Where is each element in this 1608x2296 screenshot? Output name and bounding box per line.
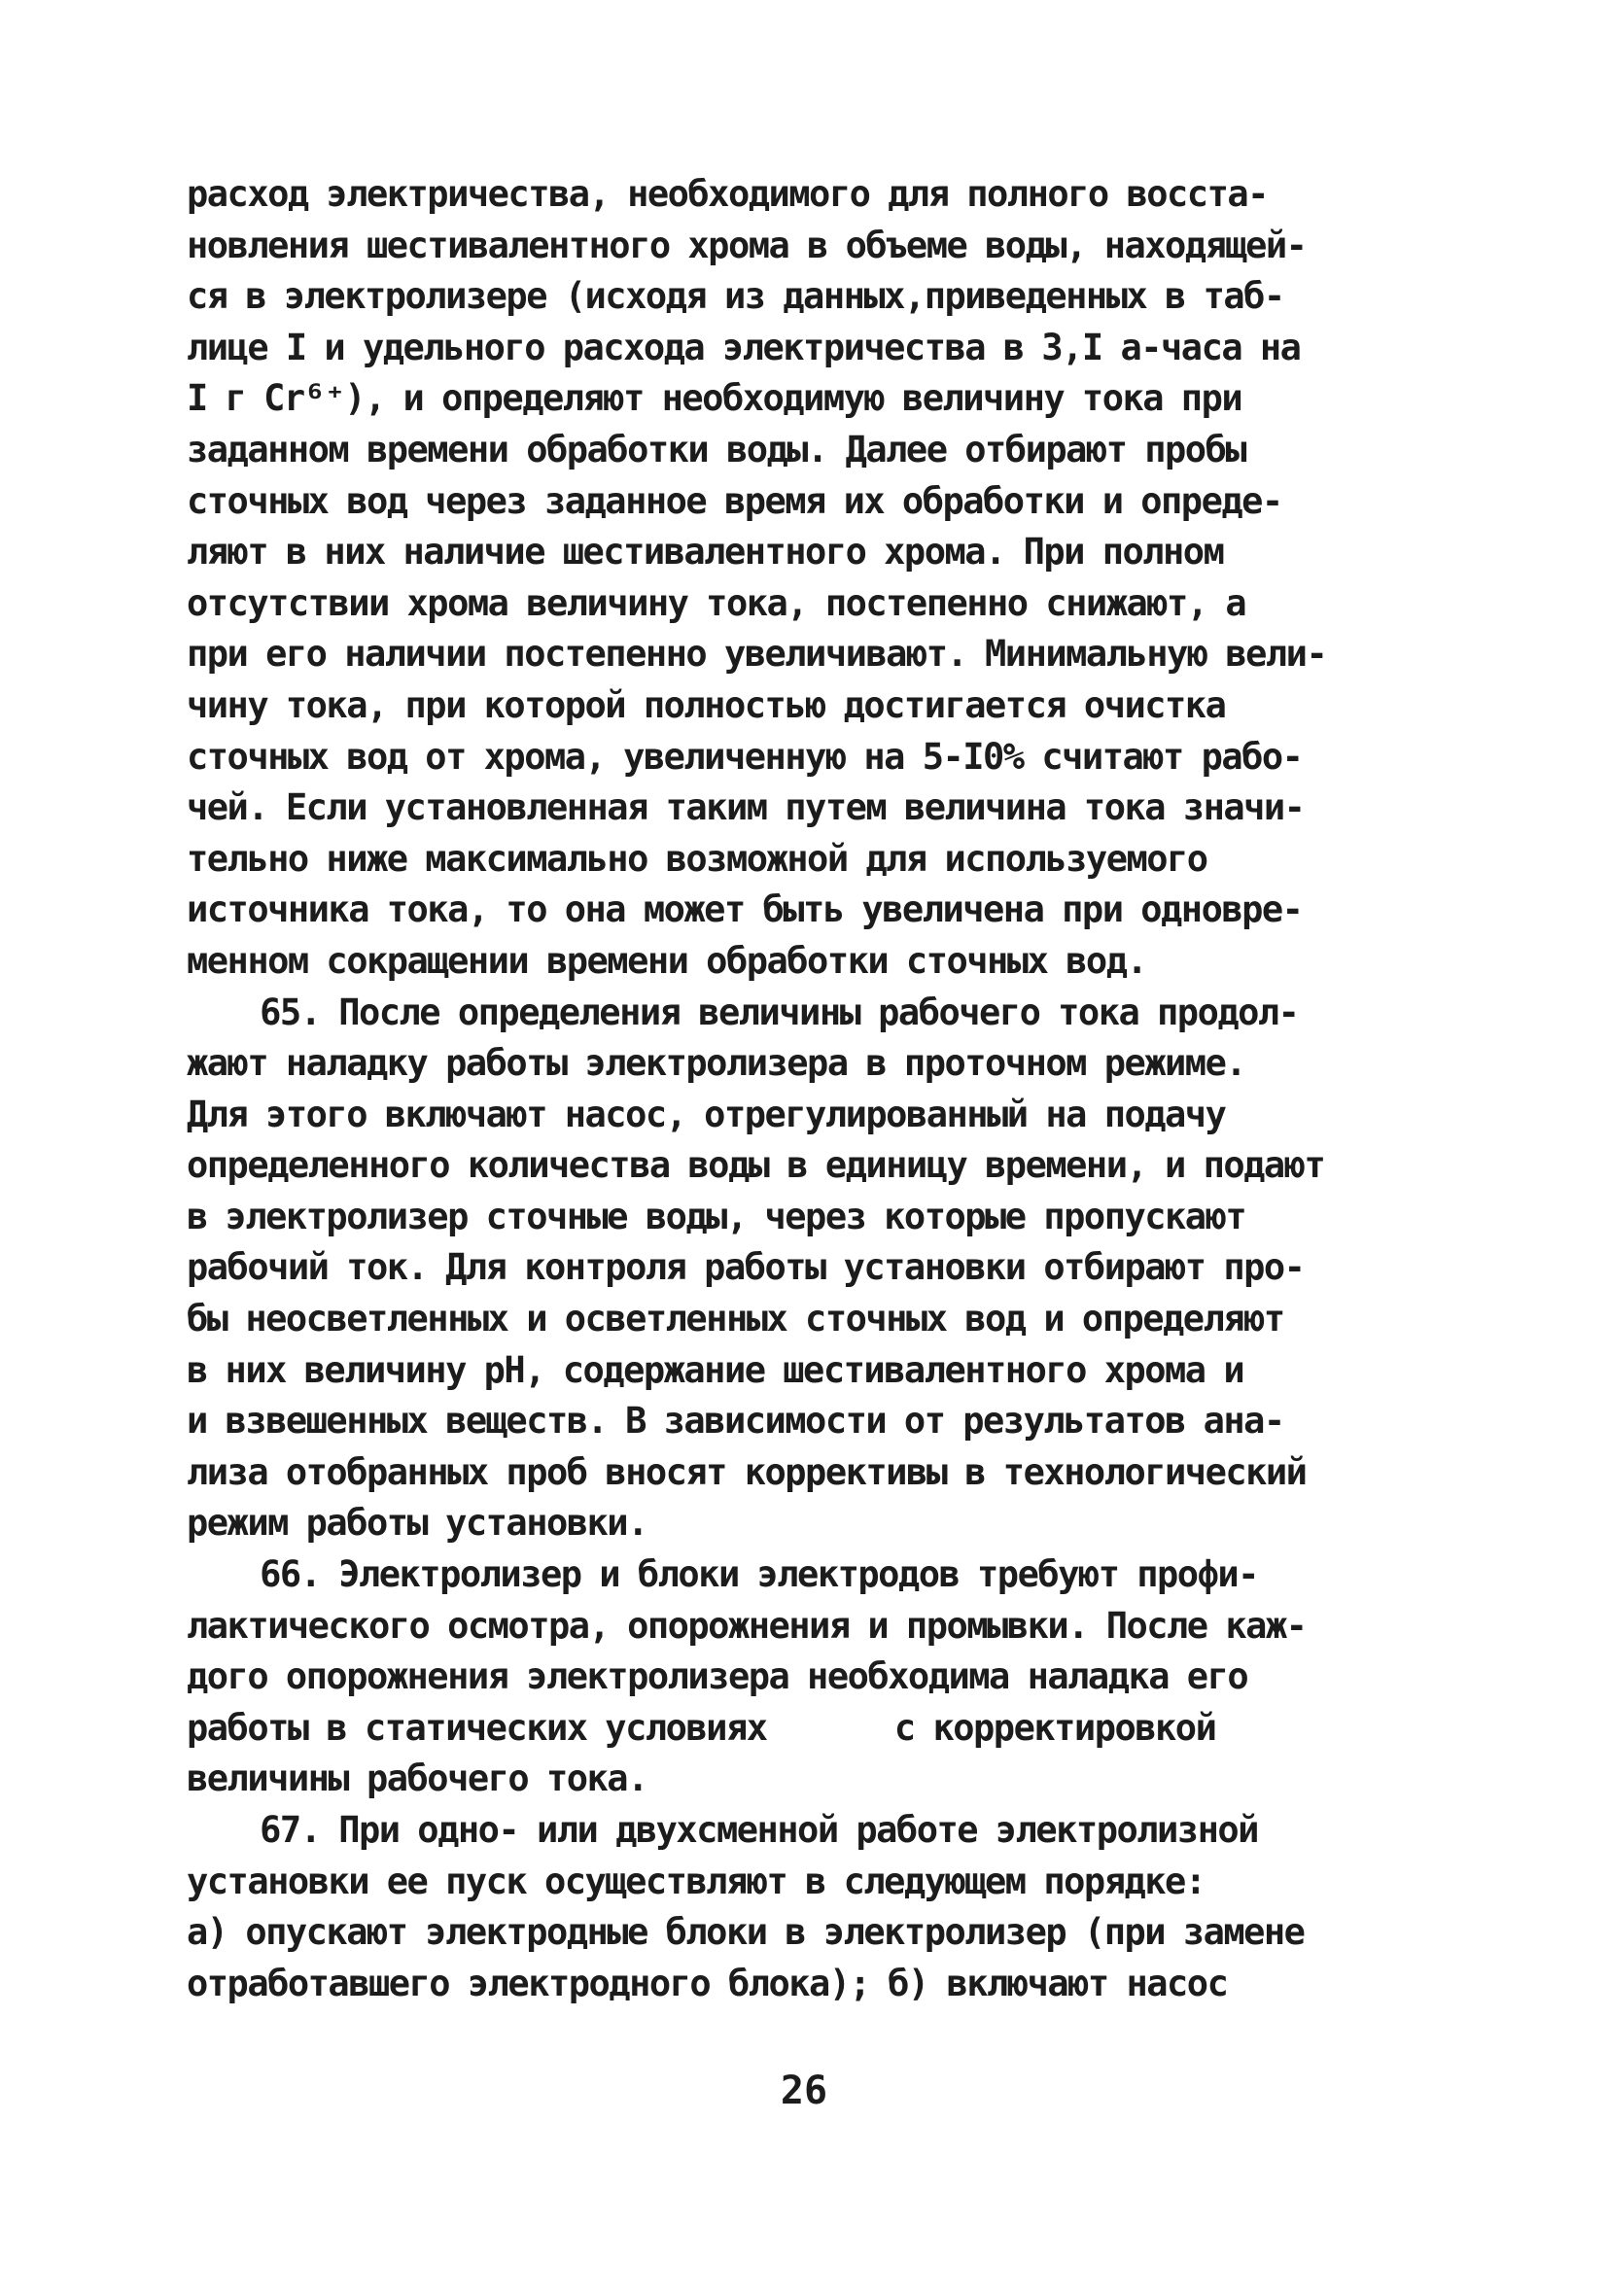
text-line: чей. Если установленная таким путем величина тока значи- — [187, 786, 1305, 829]
text-line: лице I и удельного расхода электричества в 3,I а-часа на — [187, 326, 1301, 368]
text-line: отсутствии хрома величину тока, постепенно снижают, а — [187, 581, 1246, 624]
text-line: определенного количества воды в единицу времени, и подают — [187, 1144, 1325, 1187]
text-line: чину тока, при которой полностью достигается очистка — [187, 683, 1226, 726]
text-line: рабочий ток. Для контроля работы установки отбирают про- — [187, 1246, 1305, 1289]
text-line: новления шестивалентного хрома в объеме воды, находящей- — [187, 224, 1307, 266]
text-line: 65. После определения величины рабочего тока продол- — [187, 991, 1299, 1033]
text-line: отработавшего электродного блока); б) включают насос — [187, 1962, 1228, 2004]
body-text — [187, 169, 1421, 2009]
text-line: при его наличии постепенно увеличивают. Минимальную вели- — [187, 633, 1327, 676]
text-line: сточных вод через заданное время их обработки и опреде- — [187, 479, 1282, 522]
text-line: дого опорожнения электролизера необходима наладка его — [187, 1655, 1248, 1698]
text-line: в электролизер сточные воды, через которые пропускают — [187, 1195, 1246, 1237]
text-line: ся в электролизере (исходя из данных,приведенных в таб- — [187, 275, 1284, 318]
text-line: в них величину pH, содержание шестивалентного хрома и — [187, 1348, 1244, 1391]
text-line: величины рабочего тока. — [187, 1757, 647, 1800]
text-line: 66. Электролизер и блоки электродов требуют профи- — [187, 1553, 1258, 1596]
text-line: работы в статических условиях с корректировкой — [187, 1706, 1216, 1749]
text-line: лиза отобранных проб вносят коррективы в технологический — [187, 1450, 1307, 1493]
text-line: ляют в них наличие шестивалентного хрома. При полном — [187, 531, 1224, 574]
text-line: и взвешенных веществ. В зависимости от результатов ана- — [187, 1400, 1284, 1443]
text-line: Для этого включают насос, отрегулированный на подачу — [187, 1093, 1226, 1135]
text-line: лактического осмотра, опорожнения и промывки. После каж- — [187, 1604, 1307, 1647]
text-line: режим работы установки. — [187, 1502, 647, 1545]
text-line: I г Cr⁶⁺), и определяют необходимую величину тока при — [187, 377, 1242, 420]
text-line: источника тока, то она может быть увеличена при одновре- — [187, 888, 1303, 931]
text-line: установки ее пуск осуществляют в следующем порядке: — [187, 1860, 1206, 1902]
text-line: тельно ниже максимально возможной для используемого — [187, 837, 1207, 880]
text-line: расход электричества, необходимого для полного восста- — [187, 173, 1268, 215]
text-line: жают наладку работы электролизера в проточном режиме. — [187, 1042, 1246, 1085]
text-line: заданном времени обработки воды. Далее отбирают пробы — [187, 428, 1246, 470]
text-line: бы неосветленных и осветленных сточных вод и определяют — [187, 1298, 1284, 1340]
page-number: 26 — [780, 2069, 828, 2113]
text-line: сточных вод от хрома, увеличенную на 5-I0% считают рабо- — [187, 735, 1303, 778]
text-line: менном сокращении времени обработки сточных вод. — [187, 939, 1147, 982]
text-line: 67. При одно- или двухсменной работе электролизной — [187, 1809, 1258, 1851]
text-line: а) опускают электродные блоки в электролизер (при замене — [187, 1911, 1305, 1954]
